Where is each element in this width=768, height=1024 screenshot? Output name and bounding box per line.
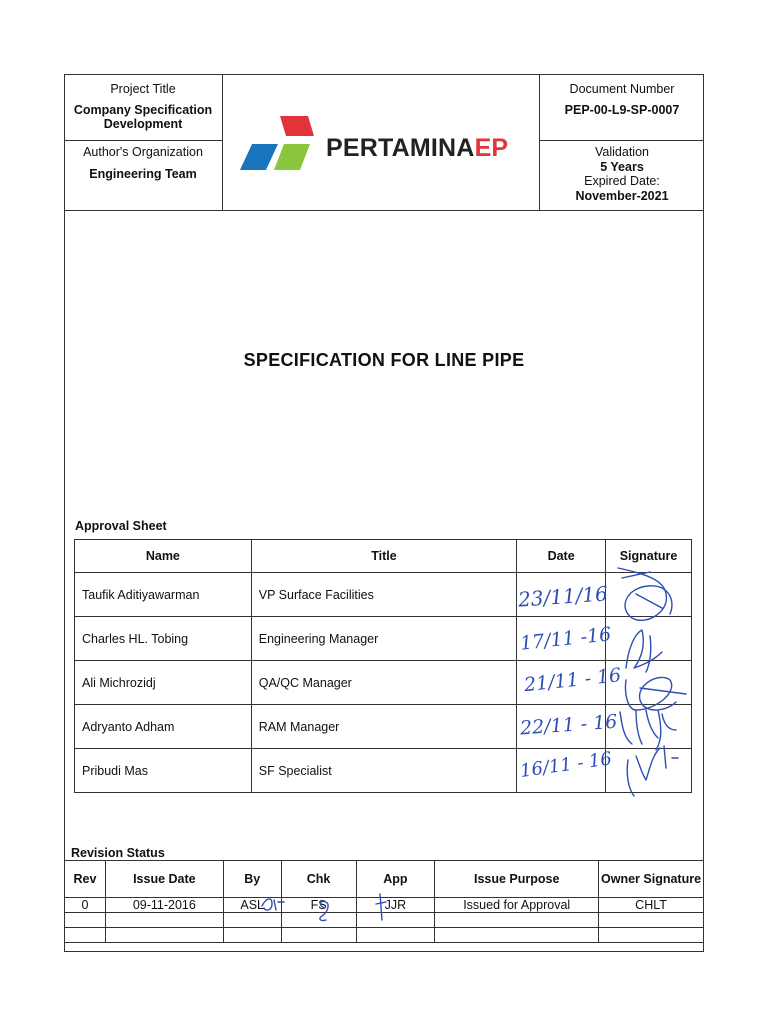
approver-name: Adryanto Adham <box>75 705 252 749</box>
revision-col-issue-date: Issue Date <box>105 861 223 898</box>
document-number-value: PEP-00-L9-SP-0007 <box>564 102 680 117</box>
revision-col-issue-purpose: Issue Purpose <box>435 861 599 898</box>
approver-name: Pribudi Mas <box>75 749 252 793</box>
revision-col-chk: Chk <box>281 861 356 898</box>
author-org-cell <box>64 145 222 181</box>
chk-cell: FS <box>281 898 356 913</box>
revision-col-by: By <box>223 861 281 898</box>
revision-col-app: App <box>356 861 435 898</box>
validation-cell <box>540 145 704 203</box>
issue-date-cell <box>105 928 223 943</box>
rev-cell <box>65 928 106 943</box>
header-left-mid-divider <box>64 140 223 141</box>
issue-purpose-cell <box>435 913 599 928</box>
by-cell: ASL <box>223 898 281 913</box>
owner-signature-cell: CHLT <box>599 898 704 913</box>
project-title-value-line1: Company Specification <box>73 102 213 117</box>
revision-status-heading: Revision Status <box>71 846 165 860</box>
document-title: SPECIFICATION FOR LINE PIPE <box>243 350 525 370</box>
approval-header-row <box>75 540 692 573</box>
rev-cell <box>65 913 106 928</box>
approval-col-title: Title <box>251 540 516 573</box>
validation-value: 5 Years <box>600 159 644 174</box>
pertamina-logo-mark <box>238 114 318 174</box>
approver-title: SF Specialist <box>251 749 516 793</box>
revision-col-owner-signature: Owner Signature <box>599 861 704 898</box>
logo-text-main: PERTAMINA <box>326 134 475 162</box>
issue-purpose-cell <box>435 928 599 943</box>
logo-text-suffix: EP <box>474 134 509 162</box>
project-title-value-line2: Development <box>103 117 183 131</box>
revision-initials <box>260 890 400 930</box>
approver-title: QA/QC Manager <box>251 661 516 705</box>
expired-label: Expired Date: <box>584 174 660 188</box>
issue-date-cell: 09-11-2016 <box>105 898 223 913</box>
issue-date-cell <box>105 913 223 928</box>
header-bottom-divider <box>64 210 704 211</box>
handwritten-dates <box>516 572 623 792</box>
issue-purpose-cell: Issued for Approval <box>435 898 599 913</box>
header-right-mid-divider <box>539 140 704 141</box>
approval-signatures <box>606 560 696 800</box>
approval-sheet-heading: Approval Sheet <box>75 519 167 533</box>
owner-signature-cell <box>599 913 704 928</box>
author-org-value: Engineering Team <box>89 166 197 181</box>
approval-col-signature: Signature <box>606 540 692 573</box>
revision-col-rev: Rev <box>65 861 106 898</box>
pertamina-logo-text <box>326 134 508 163</box>
project-title-cell <box>64 82 222 132</box>
document-number-label: Document Number <box>569 82 675 96</box>
approval-col-date: Date <box>517 540 606 573</box>
approver-name: Ali Michrozidj <box>75 661 252 705</box>
approver-title: Engineering Manager <box>251 617 516 661</box>
approver-name: Charles HL. Tobing <box>75 617 252 661</box>
header-left-divider <box>222 74 223 211</box>
handwritten-date-3: 21/11 - 16 <box>523 664 623 697</box>
owner-signature-cell <box>599 928 704 943</box>
approver-title: RAM Manager <box>251 705 516 749</box>
approver-name: Taufik Aditiyawarman <box>75 573 252 617</box>
author-org-label: Author's Organization <box>83 145 203 159</box>
approver-title: VP Surface Facilities <box>251 573 516 617</box>
handwritten-date-1: 23/11/16 <box>517 581 609 612</box>
handwritten-date-4: 22/11 - 16 <box>519 710 619 740</box>
project-title-label: Project Title <box>110 82 176 96</box>
document-frame <box>64 74 704 952</box>
handwritten-date-5: 16/11 - 16 <box>518 748 614 782</box>
rev-cell: 0 <box>65 898 106 913</box>
expired-value: November-2021 <box>575 188 669 203</box>
handwritten-date-2: 17/11 -16 <box>519 623 613 655</box>
approval-col-name: Name <box>75 540 252 573</box>
document-number-cell <box>540 82 704 117</box>
validation-label: Validation <box>595 145 649 159</box>
app-cell: JJR <box>356 898 435 913</box>
